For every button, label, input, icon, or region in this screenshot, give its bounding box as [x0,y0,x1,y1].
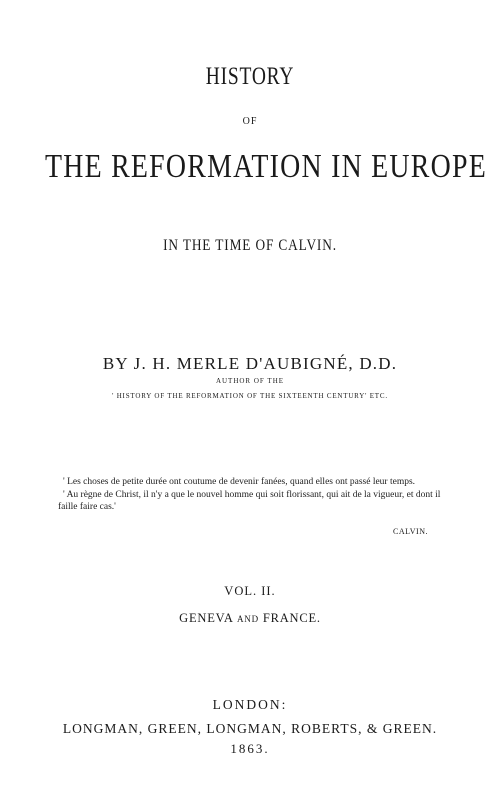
title-of: OF [242,116,258,127]
epigraph [58,476,448,514]
title-history: HISTORY [205,63,295,90]
author-previous-work: ' HISTORY OF THE REFORMATION OF THE SIXTEENTH CENTURY' ETC. [112,392,388,400]
volume-subtitle-and: AND [236,614,259,624]
volume-number: VOL. II. [224,584,276,598]
author-of-line: AUTHOR OF THE [215,377,285,385]
epigraph-quote-1: ' Les choses de petite durée ont coutume de devenir fanées, quand elles ont passé leur temps. [63,477,416,487]
volume-subtitle-end: FRANCE. [262,611,321,625]
imprint-year: 1863. [230,741,270,756]
subtitle: IN THE TIME OF CALVIN. [163,237,337,254]
volume-subtitle [0,612,500,625]
imprint-publisher: LONGMAN, GREEN, LONGMAN, ROBERTS, & GREEN. [62,721,438,736]
epigraph-attribution: CALVIN. [393,527,428,536]
main-title: THE REFORMATION IN EUROPE [45,148,487,185]
volume-subtitle-main: GENEVA [179,611,234,625]
epigraph-quote-2: ' Au règne de Christ, il n'y a que le nouvel homme qui soit florissant, qui ait de la vigueur, et dont il faille faire cas.' [58,489,441,512]
imprint-place: LONDON: [212,697,288,712]
author-line: BY J. H. MERLE D'AUBIGNÉ, D.D. [102,354,398,373]
